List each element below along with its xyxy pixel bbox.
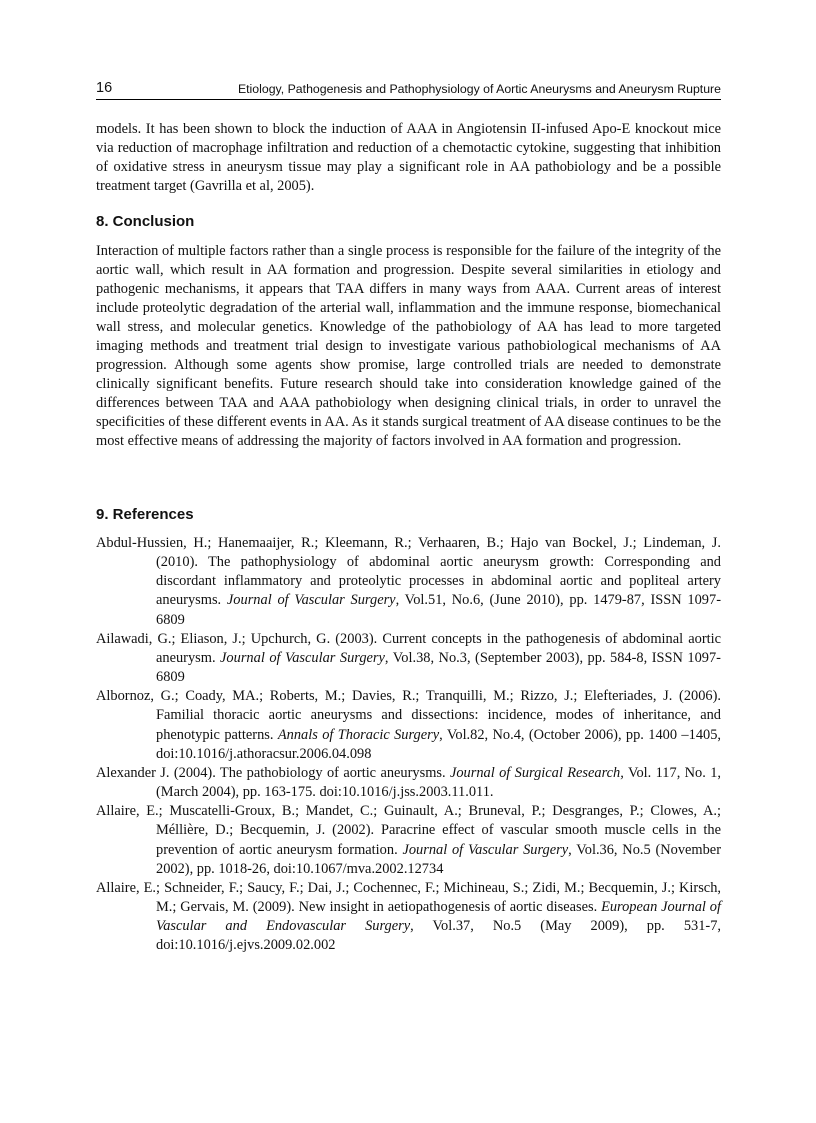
- conclusion-paragraph: Interaction of multiple factors rather than a single process is responsible for the failure of the integrity of the aortic wall, which result in AA formation and progression. Despite several similarities in etiology and pathogenic mechanisms, it appears that TAA differs in many ways from AAA. Current areas of interest include proteolytic degradation of the arterial wall, inflammation and the immune response, biomechanical wall stress, and molecular genetics. Knowledge of the pathobiology of AA has lead to more targeted imaging methods and treatment trial design to investigate various pathobiological mechanisms of AA progression. Although some agents show promise, large controlled trials are needed to demonstrate clinically significant benefits. Future research should take into consideration knowledge gained of the differences between TAA and AAA pathobiology when designing clinical trials, in order to unravel the specificities of these different events in AA. As it stands surgical treatment of AA disease continues to be the most effective means of addressing the majority of factors involved in AA formation and progression.: [96, 243, 721, 449]
- reference-journal: Annals of Thoracic Surgery: [277, 726, 440, 743]
- reference-text: Allaire, E.; Schneider, F.; Saucy, F.; Dai, J.; Cochennec, F.; Michineau, S.; Zidi, M.; Becquemin, J.; Kirsch, M.; Gervais, M. (2009). New insight in aetiopathogenesis of aortic diseases.: [96, 879, 721, 915]
- reference-journal: Journal of Vascular Surgery: [220, 649, 385, 666]
- reference-text: Abdul-Hussien, H.; Hanemaaijer, R.; Kleemann, R.; Verhaaren, B.; Hajo van Bockel, J.; Lindeman, J. (2010). The pathophysiology of abdominal aortic aneurysm growth: Corresponding and discordant inflammatory and proteolytic processes in abdominal aortic and popliteal artery aneurysms.: [96, 535, 721, 609]
- reference-item: [96, 764, 721, 802]
- references-heading: 9. References: [96, 506, 194, 523]
- reference-details: , Vol.37, No.5 (May 2009), pp. 531-7, doi:10.1016/j.ejvs.2009.02.002: [156, 918, 721, 954]
- reference-details: Vol. 117, No. 1, (March 2004), pp. 163-175. doi:10.1016/j.jss.2003.11.011.: [156, 764, 721, 801]
- reference-text: Ailawadi, G.; Eliason, J.; Upchurch, G. (2003). Current concepts in the pathogenesis of abdominal aortic aneurysm.: [96, 630, 721, 666]
- conclusion-heading: 8. Conclusion: [96, 213, 195, 230]
- reference-list: [96, 534, 721, 955]
- reference-details: , Vol.36, No.5 (November 2002), pp. 1018-26, doi:10.1067/mva.2002.12734: [156, 841, 721, 877]
- reference-item: [96, 534, 721, 630]
- reference-journal: European Journal of Vascular and Endovascular Surgery: [156, 898, 721, 935]
- reference-item: [96, 630, 721, 687]
- page-number: 16: [96, 80, 113, 96]
- reference-journal: Journal of Vascular Surgery: [226, 592, 396, 609]
- reference-journal: Journal of Vascular Surgery: [402, 841, 569, 858]
- reference-details: , Vol.82, No.4, (October 2006), pp. 1400 –1405, doi:10.1016/j.athoracsur.2006.04.098: [156, 726, 722, 762]
- reference-item: [96, 802, 721, 879]
- reference-text: Alexander J. (2004). The pathobiology of aortic aneurysms.: [96, 764, 450, 781]
- intro-paragraph: models. It has been shown to block the induction of AAA in Angiotensin II-infused Apo-E knockout mice via reduction of macrophage infiltration and reduction of a chemotactic cytokine, suggesting that inhibition of oxidative stress in aneurysm tissue may play a significant role in AA pathobiology and be a possible treatment target (Gavrilla et al, 2005).: [96, 121, 721, 194]
- reference-text: Allaire, E.; Muscatelli-Groux, B.; Mandet, C.; Guinault, A.; Bruneval, P.; Desgranges, P.; Clowes, A.; Méllière, D.; Becquemin, J. (2002). Paracrine effect of vascular smooth muscle cells in the prevention of aortic aneurysm formation.: [96, 803, 721, 858]
- reference-item: [96, 879, 721, 956]
- running-title: Etiology, Pathogenesis and Pathophysiology of Aortic Aneurysms and Aneurysm Rupture: [237, 82, 721, 96]
- running-header: [96, 79, 721, 100]
- reference-item: [96, 687, 721, 764]
- reference-details: , Vol.38, No.3, (September 2003), pp. 584-8, ISSN 1097-6809: [156, 649, 721, 686]
- reference-journal: Journal of Surgical Research,: [449, 764, 624, 781]
- reference-details: , Vol.51, No.6, (June 2010), pp. 1479-87, ISSN 1097-6809: [156, 592, 721, 628]
- reference-text: Albornoz, G.; Coady, MA.; Roberts, M.; Davies, R.; Tranquilli, M.; Rizzo, J.; Elefteriades, J. (2006). Familial thoracic aortic aneurysms and dissections: incidence, modes of inheritance, and phenotypic patterns.: [96, 688, 721, 743]
